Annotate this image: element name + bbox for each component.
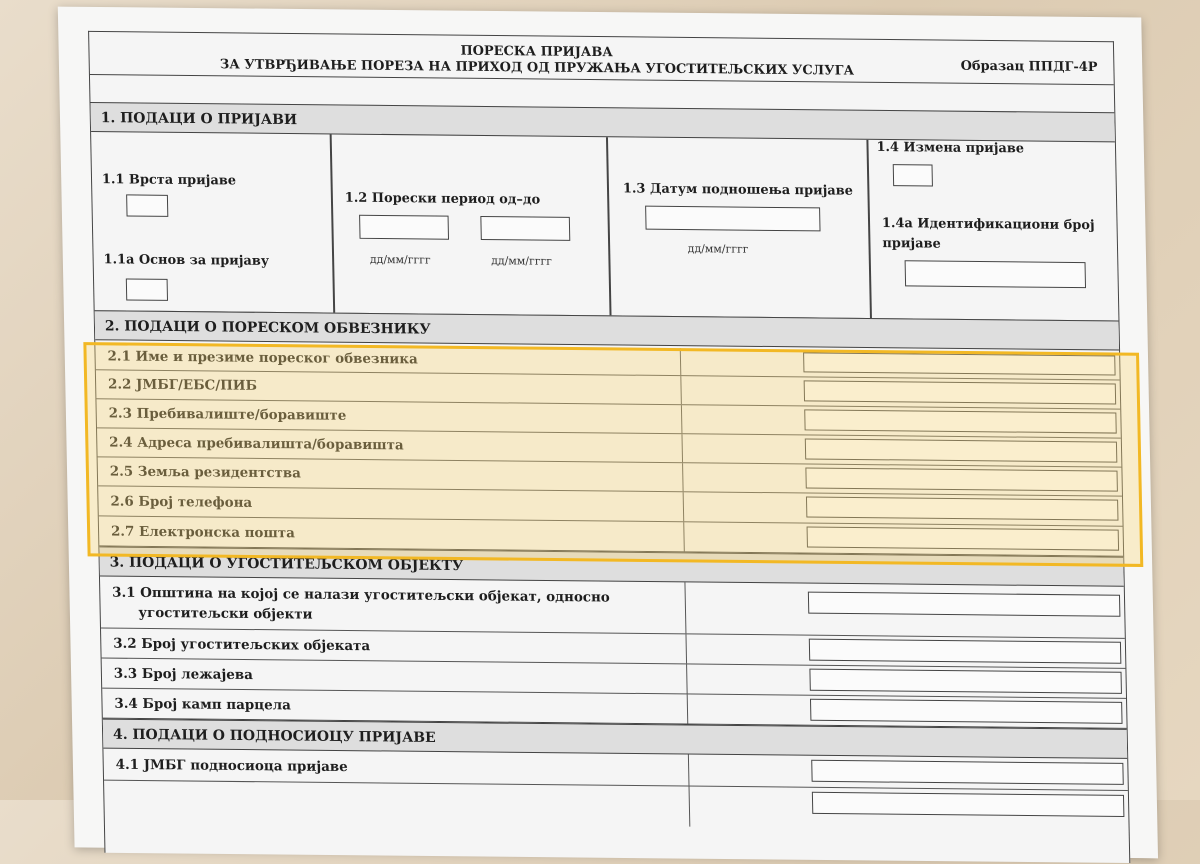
input-3-2-facility-count[interactable] [809, 639, 1122, 664]
hint-date-to: дд/мм/гггг [491, 254, 553, 268]
column-divider [685, 634, 687, 663]
row-label-2-6: 2.6 Број телефона [110, 493, 253, 511]
input-3-4-camp-plots[interactable] [810, 699, 1123, 724]
row-label-3-2: 3.2 Број угоститељских објеката [113, 635, 371, 655]
row-label-2-1: 2.1 Име и презиме пореског обвезника [107, 348, 418, 368]
row-label-3-1-line1: 3.1 Општина на којој се налази угоститељски објекат, односно [112, 584, 610, 606]
section1-heading: 1. ПОДАЦИ О ПРИЈАВИ [90, 102, 1114, 142]
column-divider [686, 664, 688, 693]
row-label-2-2: 2.2 ЈМБГ/ЕБС/ПИБ [107, 376, 258, 394]
form-code: Образац ППДГ-4Р [960, 58, 1098, 76]
input-4-1-submitter-jmbg[interactable] [811, 760, 1124, 785]
divider [866, 140, 871, 318]
section2-highlight [83, 342, 1143, 567]
section3-heading: 3. ПОДАЦИ О УГОСТИТЕЉСКОМ ОБЈЕКТУ [99, 546, 1123, 586]
row-label-4-1: 4.1 ЈМБГ подносиоца пријаве [115, 756, 348, 776]
row-label-2-5: 2.5 Земља резидентства [109, 463, 302, 482]
divider [606, 137, 611, 315]
input-1-2-period-to[interactable] [480, 216, 570, 241]
row-label-3-1-line2: угоститељски објекти [138, 604, 313, 623]
label-1-3: 1.3 Датум подношења пријаве [622, 181, 854, 199]
column-divider [688, 755, 690, 786]
input-3-1-municipality[interactable] [808, 592, 1121, 617]
hint-date-from: дд/мм/гггг [369, 252, 431, 267]
input-3-3-bed-count[interactable] [809, 669, 1122, 694]
row-label-2-7: 2.7 Електронска пошта [110, 523, 295, 542]
divider [330, 134, 335, 312]
section1-body [91, 132, 1118, 321]
form-title-line2: ЗА УТВРЂИВАЊЕ ПОРЕЗА НА ПРИХОД ОД ПРУЖАЊА УГОСТИТЕЉСКИХ УСЛУГА [219, 57, 855, 79]
input-1-1a-basis[interactable] [126, 278, 168, 300]
section2-heading: 2. ПОДАЦИ О ПОРЕСКОМ ОБВЕЗНИКУ [95, 310, 1119, 350]
input-1-1-report-type[interactable] [126, 194, 168, 216]
input-1-2-period-from[interactable] [359, 215, 449, 240]
input-1-4-amendment[interactable] [893, 164, 933, 186]
label-1-1: 1.1 Врста пријаве [101, 172, 237, 189]
row-label-3-4: 3.4 Број камп парцела [114, 695, 291, 714]
label-1-4a-line1: 1.4а Идентификациони број [881, 216, 1095, 234]
hint-date-submission: дд/мм/гггг [687, 242, 749, 256]
column-divider [684, 582, 686, 633]
label-1-2: 1.2 Порески период од–до [344, 190, 541, 208]
label-1-4: 1.4 Измена пријаве [876, 139, 1025, 157]
row-label-2-4: 2.4 Адреса пребивалишта/боравишта [109, 434, 404, 454]
form-frame [88, 31, 1130, 863]
input-1-3-submission-date[interactable] [645, 206, 820, 232]
row-label-2-3: 2.3 Пребивалиште/боравиште [108, 405, 347, 424]
section4-heading: 4. ПОДАЦИ О ПОДНОСИОЦУ ПРИЈАВЕ [103, 719, 1127, 759]
form-title-line1: ПОРЕСКА ПРИЈАВА [460, 43, 613, 61]
input-1-4a-id-number[interactable] [905, 260, 1086, 288]
column-divider [689, 787, 691, 827]
label-1-1a: 1.1а Основ за пријаву [103, 252, 270, 269]
row-label-3-3: 3.3 Број лежајева [113, 665, 253, 684]
input-4-2-partial[interactable] [812, 792, 1125, 817]
form-header [89, 32, 1114, 85]
column-divider [687, 694, 689, 723]
label-1-4a-line2: пријаве [882, 236, 941, 252]
